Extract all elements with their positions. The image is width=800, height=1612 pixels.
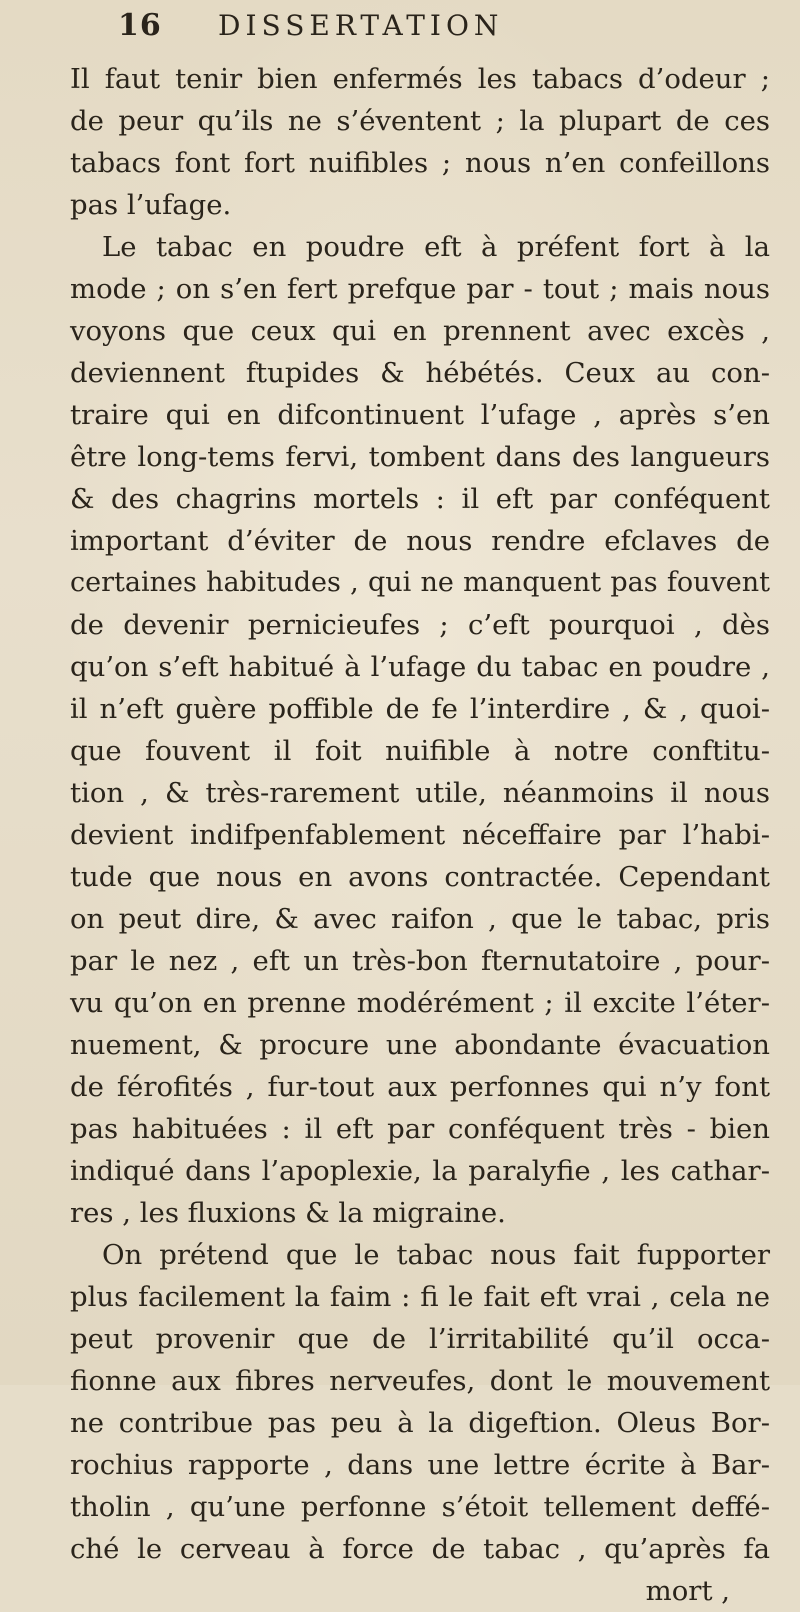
running-title: DISSERTATION	[218, 9, 504, 42]
text-line: de férofités , fur-tout aux perfonnes qui n’y font	[70, 1071, 770, 1103]
body-text	[70, 58, 770, 1612]
text-line: indiqué dans l’apoplexie, la paralyfie , les cathar-	[70, 1155, 770, 1187]
text-line: Il faut tenir bien enfermés les tabacs d’odeur ;	[70, 63, 770, 95]
text-line: On prétend que le tabac nous fait fupporter	[102, 1239, 770, 1271]
catchword: mort ,	[645, 1575, 730, 1607]
text-line: de devenir pernicieufes ; c’eft pourquoi , dès	[70, 609, 770, 641]
text-line: mode ; on s’en fert prefque par - tout ; mais nous	[70, 273, 770, 305]
text-line: important d’éviter de nous rendre efclaves de	[70, 525, 770, 557]
text-line: tabacs font fort nuifibles ; nous n’en confeillons	[70, 147, 770, 179]
text-line: par le nez , eft un très-bon fternutatoire , pour-	[70, 945, 770, 977]
text-line: plus facilement la faim : fi le fait eft vrai , cela ne	[70, 1281, 770, 1313]
text-line: res , les fluxions & la migraine.	[70, 1197, 506, 1229]
text-line: & des chagrins mortels : il eft par conféquent	[70, 483, 770, 515]
text-line: pas habituées : il eft par conféquent très - bien	[70, 1113, 770, 1145]
text-line: peut provenir que de l’irritabilité qu’il occa-	[70, 1323, 770, 1355]
text-line: devient indifpenfablement néceffaire par l’habi-	[70, 819, 770, 851]
text-line: ché le cerveau à force de tabac , qu’après fa	[70, 1533, 770, 1565]
text-line: nuement, & procure une abondante évacuation	[70, 1029, 770, 1061]
text-line: rochius rapporte , dans une lettre écrite à Bar-	[70, 1449, 770, 1481]
text-line: vu qu’on en prenne modérément ; il excite l’éter-	[70, 987, 770, 1019]
text-line: tholin , qu’une perfonne s’étoit tellement deffé-	[70, 1491, 770, 1523]
text-line: Le tabac en poudre eft à préfent fort à la	[102, 231, 770, 263]
page-number: 16	[118, 8, 162, 43]
text-line: traire qui en difcontinuent l’ufage , après s’en	[70, 399, 770, 431]
text-line: on peut dire, & avec raifon , que le tabac, pris	[70, 903, 770, 935]
text-line: tude que nous en avons contractée. Cependant	[70, 861, 770, 893]
text-line: que fouvent il foit nuifible à notre conftitu-	[70, 735, 770, 767]
text-line: fionne aux fibres nerveufes, dont le mouvement	[70, 1365, 770, 1397]
text-line: tion , & très-rarement utile, néanmoins il nous	[70, 777, 770, 809]
running-head	[118, 6, 718, 46]
text-line: ne contribue pas peu à la digeftion. Oleus Bor-	[70, 1407, 770, 1439]
text-line: il n’eft guère poffible de fe l’interdire , & , quoi-	[70, 693, 770, 725]
text-line: de peur qu’ils ne s’éventent ; la plupart de ces	[70, 105, 770, 137]
text-line: pas l’ufage.	[70, 189, 232, 221]
text-line: deviennent ftupides & hébétés. Ceux au con-	[70, 357, 770, 389]
text-line: voyons que ceux qui en prennent avec excès ,	[70, 315, 770, 347]
text-line: être long-tems fervi, tombent dans des langueurs	[70, 441, 770, 473]
text-line: qu’on s’eft habitué à l’ufage du tabac en poudre ,	[70, 651, 770, 683]
text-line: certaines habitudes , qui ne manquent pas fouvent	[70, 567, 770, 598]
